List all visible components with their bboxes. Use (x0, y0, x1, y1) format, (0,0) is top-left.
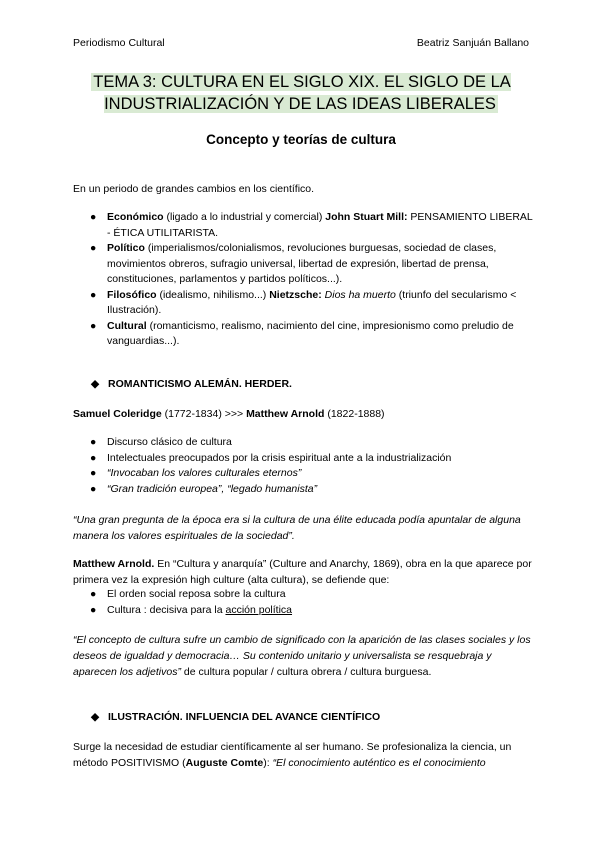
header-right: Beatriz Sanjuán Ballano (416, 37, 529, 49)
diamond-icon: ◆ (91, 711, 100, 723)
list-item: ● Discurso clásico de cultura (73, 435, 533, 451)
arnold-paragraph: Matthew Arnold. En “Cultura y anarquía” (Culture and Anarchy, 1869), obra en la que aparece por primera vez la expresión high culture (alta cultura), se defiende que: (73, 558, 532, 586)
concept-quote-paragraph: “El concepto de cultura sufre un cambio de significado con la aparición de las clases sociales y los deseos de igualdad y democracia… Su contenido unitario y universalista se resquebraja y aparecen los adjetivos” de cultura popular / cultura obrera / cultura burguesa. (73, 634, 531, 678)
positivism-paragraph: Surge la necesidad de estudiar científicamente al ser humano. Se profesionaliza la ciencia, un método POSITIVISMO (Auguste Comte): “El conocimiento auténtico es el conocimiento (73, 741, 512, 769)
list-item: ● “Invocaban los valores culturales eternos” (73, 466, 533, 482)
list-item: ● Intelectuales preocupados por la crisis espiritual ante a la industrialización (73, 451, 533, 467)
bullet-icon: ● (90, 436, 97, 448)
diamond-icon: ◆ (91, 378, 100, 390)
list-item: ● “Gran tradición europea”, “legado humanista” (73, 482, 533, 498)
list-item: ● Filosófico (idealismo, nihilismo...) Nietzsche: Dios ha muerto (triunfo del secularismo < Ilustración). (90, 288, 517, 316)
list-item: ● Cultural (romanticismo, realismo, nacimiento del cine, impresionismo como preludio de vanguardias...). (90, 319, 514, 347)
bullet-icon: ● (90, 451, 97, 464)
changes-list (73, 210, 533, 350)
list-item: ● Político (imperialismos/colonialismos, revoluciones burguesas, sociedad de clases, movimientos obreros, sufragio universal, libertad de expresión, libertad de prensa, constituciones, parlamentos y partidos políticos...). (90, 242, 497, 285)
bullet-icon: ● (90, 467, 97, 479)
subtitle: Concepto y teorías de cultura (206, 132, 396, 147)
list-item: ● Económico (ligado a lo industrial y comercial) John Stuart Mill: PENSAMIENTO LIBERAL - ÉTICA UTILITARISTA. (90, 211, 533, 239)
coleridge-line: Samuel Coleridge (1772-1834) >>> Matthew Arnold (1822-1888) (73, 408, 385, 420)
political-action-underlined: acción política (225, 603, 293, 616)
bullet-icon: ● (90, 242, 97, 254)
discourse-list (73, 435, 533, 497)
bullet-icon: ● (90, 288, 97, 301)
list-item: ● Cultura : decisiva para la acción política (73, 603, 533, 619)
page-title: TEMA 3: CULTURA EN EL SIGLO XIX. EL SIGLO DE LA INDUSTRIALIZACIÓN Y DE LAS IDEAS LIBERALES (93, 73, 511, 113)
bullet-icon: ● (90, 603, 97, 616)
bullet-icon: ● (90, 588, 97, 600)
section-heading-romanticismo: ◆ ROMANTICISMO ALEMÁN. HERDER. (91, 378, 292, 390)
section-heading-ilustracion: ◆ ILUSTRACIÓN. INFLUENCIA DEL AVANCE CIENTÍFICO (91, 711, 381, 723)
bullet-icon: ● (90, 482, 97, 495)
intro-paragraph: En un periodo de grandes cambios en los científico. (73, 183, 315, 195)
bullet-icon: ● (90, 319, 97, 332)
header-left: Periodismo Cultural (73, 37, 165, 49)
arnold-list (73, 587, 533, 618)
list-item: ● El orden social reposa sobre la cultura (73, 587, 533, 603)
quote-paragraph: “Una gran pregunta de la época era si la cultura de una élite educada podía apuntalar de alguna manera los valores espirituales de la sociedad”. (73, 514, 521, 542)
bullet-icon: ● (90, 211, 97, 223)
